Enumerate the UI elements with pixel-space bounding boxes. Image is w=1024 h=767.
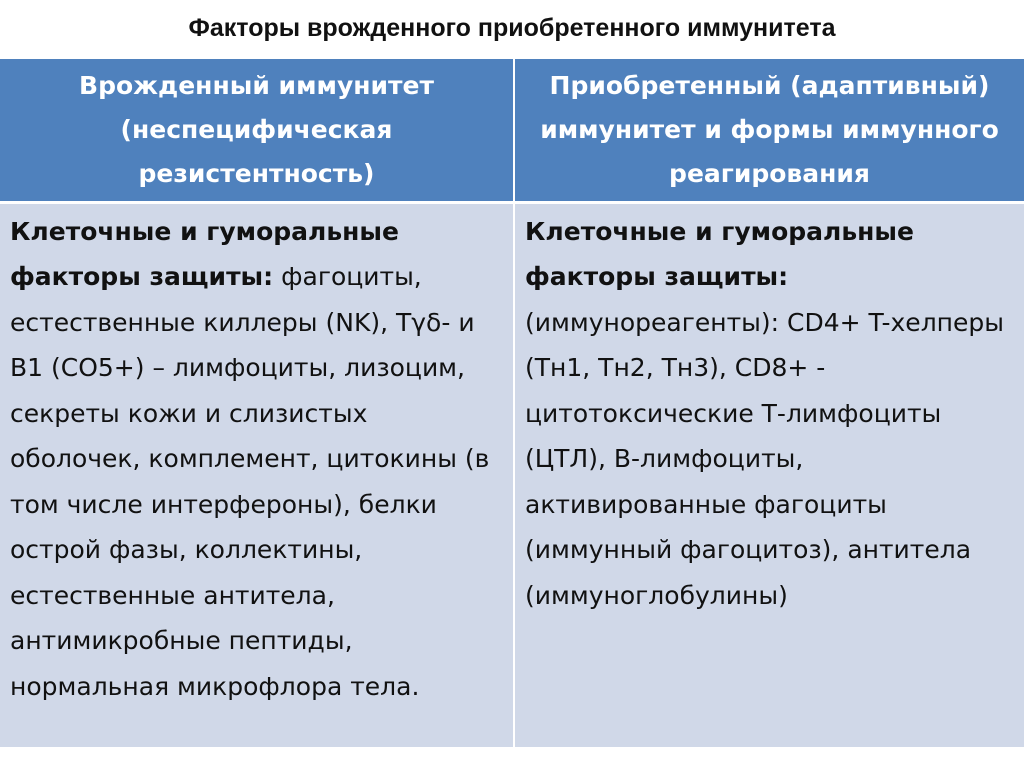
cell-innate-factors	[0, 202, 514, 747]
cell-acquired-factors	[514, 202, 1024, 747]
header-innate-immunity: Врожденный иммунитет (неспецифическая резистентность)	[0, 59, 514, 202]
table-header-row	[0, 59, 1024, 202]
header-acquired-immunity: Приобретенный (адаптивный) иммунитет и формы иммунного реагирования	[514, 59, 1024, 202]
cell-innate-factors-heading: Клеточные и гуморальные факторы защиты:	[10, 216, 399, 291]
table-row	[0, 202, 1024, 747]
cell-acquired-factors-heading: Клеточные и гуморальные факторы защиты:	[525, 216, 914, 291]
comparison-table	[0, 59, 1024, 747]
cell-acquired-factors-text: (иммунореагенты): CD4+ T-хелперы (Тн1, Тн2, Тн3), CD8+ - цитотоксические Т-лимфоциты (ЦТЛ), В-лимфоциты, активированные фагоциты (иммунный фагоцитоз), антитела (иммуноглобулины)	[525, 307, 1005, 610]
slide-title: Факторы врожденного приобретенного иммунитета	[188, 14, 836, 42]
cell-innate-factors-text: фагоциты, естественные киллеры (NK), Tγδ- и В1 (CO5+) – лимфоциты, лизоцим, секреты кожи и слизистых оболочек, комплемент, цитокины (в том числе интерфероны), белки острой фазы, коллектины, естественные антитела, антимикробные пептиды, нормальная микрофлора тела.	[10, 262, 490, 701]
